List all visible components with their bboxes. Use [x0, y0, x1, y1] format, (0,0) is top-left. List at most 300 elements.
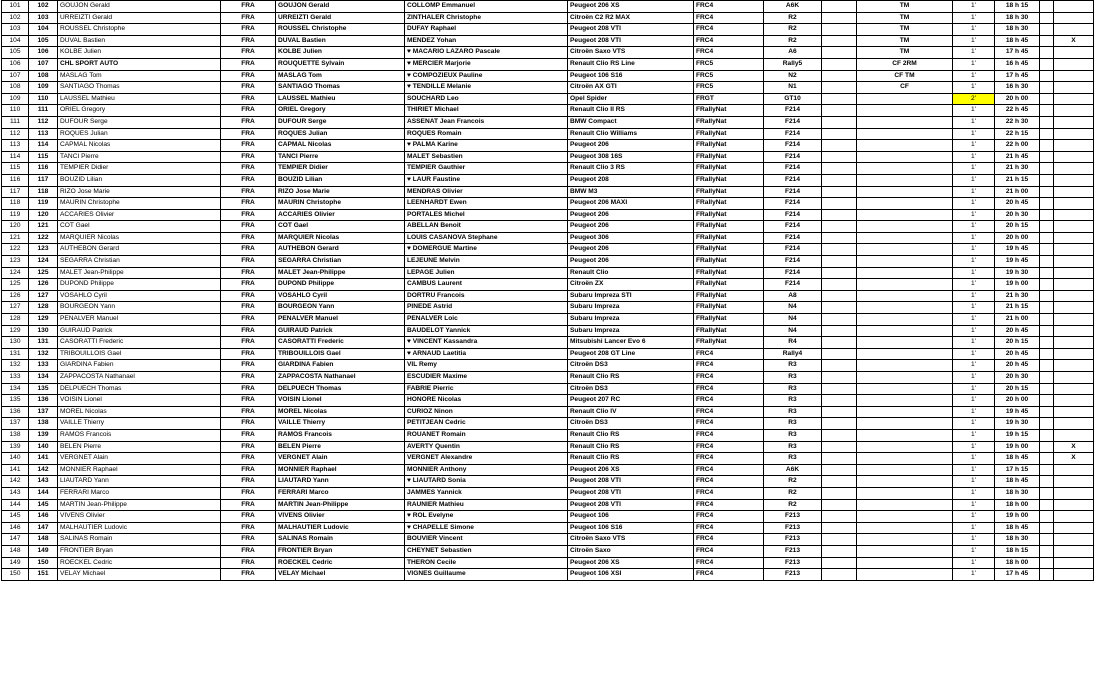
- class-code: FRGT: [694, 93, 764, 105]
- table-row: [2, 128, 1094, 140]
- row-index: 110: [2, 105, 29, 117]
- entrant-name: DUPOND Philippe: [58, 279, 221, 291]
- table-row: [2, 70, 1094, 82]
- start-interval: 1': [953, 360, 995, 372]
- codriver-name: BOUVIER Vincent: [405, 534, 568, 546]
- group-code: R2: [764, 487, 822, 499]
- blank-cell: [1040, 511, 1054, 523]
- car-model: Citroën DS3: [568, 383, 694, 395]
- table-row: [2, 279, 1094, 291]
- nationality: FRA: [221, 522, 276, 534]
- row-index: 101: [2, 1, 29, 13]
- nationality: FRA: [221, 128, 276, 140]
- row-index: 140: [2, 453, 29, 465]
- driver-name: KOLBE Julien: [276, 47, 405, 59]
- car-model: BMW M3: [568, 186, 694, 198]
- championship: [857, 116, 953, 128]
- extra-cell: [822, 221, 857, 233]
- withdrawn-mark: X: [1054, 441, 1094, 453]
- championship: [857, 105, 953, 117]
- entrant-name: LAUSSEL Mathieu: [58, 93, 221, 105]
- entrant-name: VELAY Michael: [58, 569, 221, 581]
- withdrawn-mark: [1054, 24, 1094, 36]
- blank-cell: [1040, 522, 1054, 534]
- race-number: 115: [29, 151, 58, 163]
- table-row: [2, 522, 1094, 534]
- class-code: FRC4: [694, 441, 764, 453]
- extra-cell: [822, 348, 857, 360]
- row-index: 132: [2, 360, 29, 372]
- group-code: F214: [764, 232, 822, 244]
- row-index: 115: [2, 163, 29, 175]
- car-model: Renault Clio 3 RS: [568, 163, 694, 175]
- group-code: A6: [764, 47, 822, 59]
- group-code: F214: [764, 256, 822, 268]
- group-code: F214: [764, 244, 822, 256]
- table-row: [2, 244, 1094, 256]
- withdrawn-mark: [1054, 406, 1094, 418]
- car-model: Peugeot 208 VTI: [568, 499, 694, 511]
- extra-cell: [822, 24, 857, 36]
- codriver-name: BAUDELOT Yannick: [405, 325, 568, 337]
- start-time: 18 h 30: [995, 12, 1040, 24]
- blank-cell: [1040, 487, 1054, 499]
- codriver-name: VIL Remy: [405, 360, 568, 372]
- codriver-name: MALET Sebastien: [405, 151, 568, 163]
- row-index: 146: [2, 522, 29, 534]
- codriver-name: ROUANET Romain: [405, 429, 568, 441]
- driver-name: MASLAG Tom: [276, 70, 405, 82]
- table-row: [2, 487, 1094, 499]
- championship: [857, 499, 953, 511]
- start-time: 20 h 00: [995, 395, 1040, 407]
- race-number: 126: [29, 279, 58, 291]
- race-number: 142: [29, 464, 58, 476]
- extra-cell: [822, 337, 857, 349]
- driver-name: ROUSSEL Christophe: [276, 24, 405, 36]
- blank-cell: [1040, 290, 1054, 302]
- car-model: Citroën Saxo: [568, 545, 694, 557]
- extra-cell: [822, 58, 857, 70]
- start-time: 18 h 45: [995, 453, 1040, 465]
- nationality: FRA: [221, 116, 276, 128]
- extra-cell: [822, 476, 857, 488]
- blank-cell: [1040, 441, 1054, 453]
- group-code: N2: [764, 70, 822, 82]
- blank-cell: [1040, 163, 1054, 175]
- codriver-name: ZINTHALER Christophe: [405, 12, 568, 24]
- class-code: FRC4: [694, 395, 764, 407]
- extra-cell: [822, 174, 857, 186]
- table-row: [2, 557, 1094, 569]
- class-code: FRallyNat: [694, 116, 764, 128]
- start-interval: 1': [953, 325, 995, 337]
- row-index: 135: [2, 395, 29, 407]
- blank-cell: [1040, 325, 1054, 337]
- nationality: FRA: [221, 534, 276, 546]
- driver-name: MARQUIER Nicolas: [276, 232, 405, 244]
- driver-name: MALET Jean-Philippe: [276, 267, 405, 279]
- class-code: FRallyNat: [694, 198, 764, 210]
- car-model: Peugeot 208 GT Line: [568, 348, 694, 360]
- race-number: 109: [29, 82, 58, 94]
- table-row: [2, 464, 1094, 476]
- start-interval: 2': [953, 93, 995, 105]
- table-row: [2, 395, 1094, 407]
- driver-name: MAURIN Christophe: [276, 198, 405, 210]
- extra-cell: [822, 186, 857, 198]
- blank-cell: [1040, 499, 1054, 511]
- race-number: 128: [29, 302, 58, 314]
- start-interval: 1': [953, 209, 995, 221]
- withdrawn-mark: [1054, 12, 1094, 24]
- race-number: 137: [29, 406, 58, 418]
- nationality: FRA: [221, 174, 276, 186]
- nationality: FRA: [221, 453, 276, 465]
- nationality: FRA: [221, 1, 276, 13]
- start-time: 20 h 15: [995, 383, 1040, 395]
- driver-name: DUPOND Philippe: [276, 279, 405, 291]
- blank-cell: [1040, 209, 1054, 221]
- start-time: 16 h 30: [995, 82, 1040, 94]
- extra-cell: [822, 522, 857, 534]
- withdrawn-mark: [1054, 383, 1094, 395]
- race-number: 117: [29, 174, 58, 186]
- nationality: FRA: [221, 163, 276, 175]
- championship: CF: [857, 82, 953, 94]
- start-interval: 1': [953, 279, 995, 291]
- extra-cell: [822, 314, 857, 326]
- group-code: N4: [764, 314, 822, 326]
- codriver-name: LEENHARDT Ewen: [405, 198, 568, 210]
- row-index: 139: [2, 441, 29, 453]
- car-model: Renault Clio II RS: [568, 105, 694, 117]
- start-interval: 1': [953, 557, 995, 569]
- car-model: Citroën C2 R2 MAX: [568, 12, 694, 24]
- blank-cell: [1040, 372, 1054, 384]
- extra-cell: [822, 12, 857, 24]
- extra-cell: [822, 116, 857, 128]
- blank-cell: [1040, 383, 1054, 395]
- codriver-name: ♥ ARNAUD Laetitia: [405, 348, 568, 360]
- blank-cell: [1040, 279, 1054, 291]
- table-row: [2, 418, 1094, 430]
- start-interval: 1': [953, 348, 995, 360]
- start-interval: 1': [953, 290, 995, 302]
- blank-cell: [1040, 93, 1054, 105]
- driver-name: VOISIN Lionel: [276, 395, 405, 407]
- extra-cell: [822, 151, 857, 163]
- table-row: [2, 174, 1094, 186]
- row-index: 109: [2, 93, 29, 105]
- car-model: Subaru Impreza STI: [568, 290, 694, 302]
- entrant-name: DUFOUR Serge: [58, 116, 221, 128]
- race-number: 127: [29, 290, 58, 302]
- race-number: 103: [29, 12, 58, 24]
- codriver-name: LEPAGE Julien: [405, 267, 568, 279]
- race-number: 129: [29, 314, 58, 326]
- nationality: FRA: [221, 569, 276, 581]
- table-row: [2, 58, 1094, 70]
- withdrawn-mark: [1054, 325, 1094, 337]
- start-interval: 1': [953, 174, 995, 186]
- blank-cell: [1040, 221, 1054, 233]
- start-interval: 1': [953, 221, 995, 233]
- nationality: FRA: [221, 348, 276, 360]
- entrant-name: MALHAUTIER Ludovic: [58, 522, 221, 534]
- group-code: F214: [764, 116, 822, 128]
- championship: [857, 174, 953, 186]
- table-row: [2, 186, 1094, 198]
- driver-name: FRONTIER Bryan: [276, 545, 405, 557]
- group-code: R3: [764, 383, 822, 395]
- start-interval: 1': [953, 383, 995, 395]
- group-code: R3: [764, 372, 822, 384]
- championship: [857, 151, 953, 163]
- car-model: Subaru Impreza: [568, 325, 694, 337]
- entrant-name: VOISIN Lionel: [58, 395, 221, 407]
- row-index: 150: [2, 569, 29, 581]
- entrant-name: MOREL Nicolas: [58, 406, 221, 418]
- withdrawn-mark: [1054, 58, 1094, 70]
- race-number: 145: [29, 499, 58, 511]
- table-row: [2, 256, 1094, 268]
- codriver-name: LOUIS CASANOVA Stephane: [405, 232, 568, 244]
- table-row: [2, 24, 1094, 36]
- championship: TM: [857, 1, 953, 13]
- table-row: [2, 209, 1094, 221]
- driver-name: MOREL Nicolas: [276, 406, 405, 418]
- driver-name: MALHAUTIER Ludovic: [276, 522, 405, 534]
- row-index: 145: [2, 511, 29, 523]
- blank-cell: [1040, 35, 1054, 47]
- driver-name: MONNIER Raphael: [276, 464, 405, 476]
- group-code: R3: [764, 429, 822, 441]
- nationality: FRA: [221, 464, 276, 476]
- entrant-name: ACCARIES Olivier: [58, 209, 221, 221]
- championship: [857, 441, 953, 453]
- race-number: 119: [29, 198, 58, 210]
- driver-name: URREIZTI Gerald: [276, 12, 405, 24]
- car-model: Citroën AX GTI: [568, 82, 694, 94]
- table-row: [2, 12, 1094, 24]
- codriver-name: PORTALES Michel: [405, 209, 568, 221]
- entrant-name: MARTIN Jean-Philippe: [58, 499, 221, 511]
- car-model: BMW Compact: [568, 116, 694, 128]
- codriver-name: CHEYNET Sebastien: [405, 545, 568, 557]
- race-number: 122: [29, 232, 58, 244]
- championship: [857, 198, 953, 210]
- row-index: 138: [2, 429, 29, 441]
- row-index: 148: [2, 545, 29, 557]
- championship: [857, 487, 953, 499]
- table-row: [2, 116, 1094, 128]
- table-row: [2, 151, 1094, 163]
- race-number: 135: [29, 383, 58, 395]
- group-code: GT10: [764, 93, 822, 105]
- blank-cell: [1040, 232, 1054, 244]
- table-row: [2, 569, 1094, 581]
- race-number: 131: [29, 337, 58, 349]
- extra-cell: [822, 163, 857, 175]
- entrant-name: ROECKEL Cedric: [58, 557, 221, 569]
- driver-name: DUVAL Bastien: [276, 35, 405, 47]
- extra-cell: [822, 464, 857, 476]
- class-code: FRallyNat: [694, 325, 764, 337]
- blank-cell: [1040, 58, 1054, 70]
- class-code: FRC4: [694, 348, 764, 360]
- driver-name: PENALVER Manuel: [276, 314, 405, 326]
- entrant-name: CHL SPORT AUTO: [58, 58, 221, 70]
- table-row: [2, 163, 1094, 175]
- extra-cell: [822, 302, 857, 314]
- car-model: Subaru Impreza: [568, 302, 694, 314]
- championship: [857, 464, 953, 476]
- group-code: R2: [764, 12, 822, 24]
- car-model: Renault Clio RS: [568, 441, 694, 453]
- start-interval: 1': [953, 244, 995, 256]
- extra-cell: [822, 545, 857, 557]
- withdrawn-mark: [1054, 476, 1094, 488]
- championship: [857, 348, 953, 360]
- race-number: 113: [29, 128, 58, 140]
- row-index: 121: [2, 232, 29, 244]
- entry-list-table: [1, 0, 1094, 581]
- codriver-name: ♥ COMPOZIEUX Pauline: [405, 70, 568, 82]
- withdrawn-mark: [1054, 93, 1094, 105]
- car-model: Renault Clio RS: [568, 429, 694, 441]
- race-number: 147: [29, 522, 58, 534]
- row-index: 134: [2, 383, 29, 395]
- start-time: 20 h 45: [995, 325, 1040, 337]
- codriver-name: JAMMES Yannick: [405, 487, 568, 499]
- championship: [857, 569, 953, 581]
- race-number: 106: [29, 47, 58, 59]
- start-time: 18 h 30: [995, 487, 1040, 499]
- group-code: F214: [764, 174, 822, 186]
- entrant-name: TEMPIER Didier: [58, 163, 221, 175]
- start-interval: 1': [953, 1, 995, 13]
- class-code: FRC4: [694, 511, 764, 523]
- nationality: FRA: [221, 232, 276, 244]
- start-time: 22 h 15: [995, 128, 1040, 140]
- group-code: F214: [764, 267, 822, 279]
- entrant-name: RAMOS Francois: [58, 429, 221, 441]
- race-number: 124: [29, 256, 58, 268]
- class-code: FRC5: [694, 58, 764, 70]
- start-time: 17 h 45: [995, 47, 1040, 59]
- nationality: FRA: [221, 186, 276, 198]
- nationality: FRA: [221, 302, 276, 314]
- race-number: 139: [29, 429, 58, 441]
- row-index: 123: [2, 256, 29, 268]
- blank-cell: [1040, 302, 1054, 314]
- withdrawn-mark: [1054, 395, 1094, 407]
- blank-cell: [1040, 256, 1054, 268]
- withdrawn-mark: [1054, 116, 1094, 128]
- table-row: [2, 302, 1094, 314]
- race-number: 140: [29, 441, 58, 453]
- extra-cell: [822, 383, 857, 395]
- blank-cell: [1040, 557, 1054, 569]
- start-time: 22 h 30: [995, 116, 1040, 128]
- group-code: R3: [764, 360, 822, 372]
- championship: TM: [857, 12, 953, 24]
- race-number: 136: [29, 395, 58, 407]
- car-model: Citroën ZX: [568, 279, 694, 291]
- nationality: FRA: [221, 35, 276, 47]
- codriver-name: COLLOMP Emmanuel: [405, 1, 568, 13]
- driver-name: ACCARIES Olivier: [276, 209, 405, 221]
- driver-name: ZAPPACOSTA Nathanael: [276, 372, 405, 384]
- codriver-name: ♥ MERCIER Marjorie: [405, 58, 568, 70]
- row-index: 149: [2, 557, 29, 569]
- start-time: 21 h 15: [995, 174, 1040, 186]
- extra-cell: [822, 82, 857, 94]
- car-model: Peugeot 206 MAXI: [568, 198, 694, 210]
- group-code: A6K: [764, 464, 822, 476]
- start-interval: 1': [953, 406, 995, 418]
- row-index: 116: [2, 174, 29, 186]
- extra-cell: [822, 256, 857, 268]
- table-row: [2, 105, 1094, 117]
- class-code: FRallyNat: [694, 279, 764, 291]
- championship: [857, 163, 953, 175]
- withdrawn-mark: [1054, 360, 1094, 372]
- entrant-name: AUTHEBON Gerard: [58, 244, 221, 256]
- start-time: 21 h 30: [995, 290, 1040, 302]
- start-interval: 1': [953, 105, 995, 117]
- table-row: [2, 476, 1094, 488]
- group-code: R2: [764, 35, 822, 47]
- entrant-name: VAILLE Thierry: [58, 418, 221, 430]
- race-number: 102: [29, 1, 58, 13]
- codriver-name: ♥ LAUR Faustine: [405, 174, 568, 186]
- entrant-name: RIZO Jose Marie: [58, 186, 221, 198]
- start-interval: 1': [953, 35, 995, 47]
- class-code: FRallyNat: [694, 151, 764, 163]
- group-code: F213: [764, 545, 822, 557]
- extra-cell: [822, 360, 857, 372]
- start-time: 19 h 15: [995, 429, 1040, 441]
- row-index: 114: [2, 151, 29, 163]
- entrant-name: BOUZID Lilian: [58, 174, 221, 186]
- start-interval: 1': [953, 372, 995, 384]
- class-code: FRallyNat: [694, 302, 764, 314]
- start-time: 21 h 45: [995, 151, 1040, 163]
- row-index: 141: [2, 464, 29, 476]
- extra-cell: [822, 35, 857, 47]
- start-time: 20 h 30: [995, 372, 1040, 384]
- start-time: 19 h 45: [995, 244, 1040, 256]
- start-interval: 1': [953, 12, 995, 24]
- extra-cell: [822, 395, 857, 407]
- start-time: 20 h 30: [995, 209, 1040, 221]
- start-interval: 1': [953, 267, 995, 279]
- start-interval: 1': [953, 453, 995, 465]
- start-interval: 1': [953, 545, 995, 557]
- blank-cell: [1040, 406, 1054, 418]
- class-code: FRC4: [694, 569, 764, 581]
- start-interval: 1': [953, 70, 995, 82]
- entrant-name: CASORATTI Frederic: [58, 337, 221, 349]
- codriver-name: VERGNET Alexandre: [405, 453, 568, 465]
- class-code: FRC4: [694, 35, 764, 47]
- row-index: 117: [2, 186, 29, 198]
- nationality: FRA: [221, 279, 276, 291]
- driver-name: SANTIAGO Thomas: [276, 82, 405, 94]
- car-model: Peugeot 206: [568, 244, 694, 256]
